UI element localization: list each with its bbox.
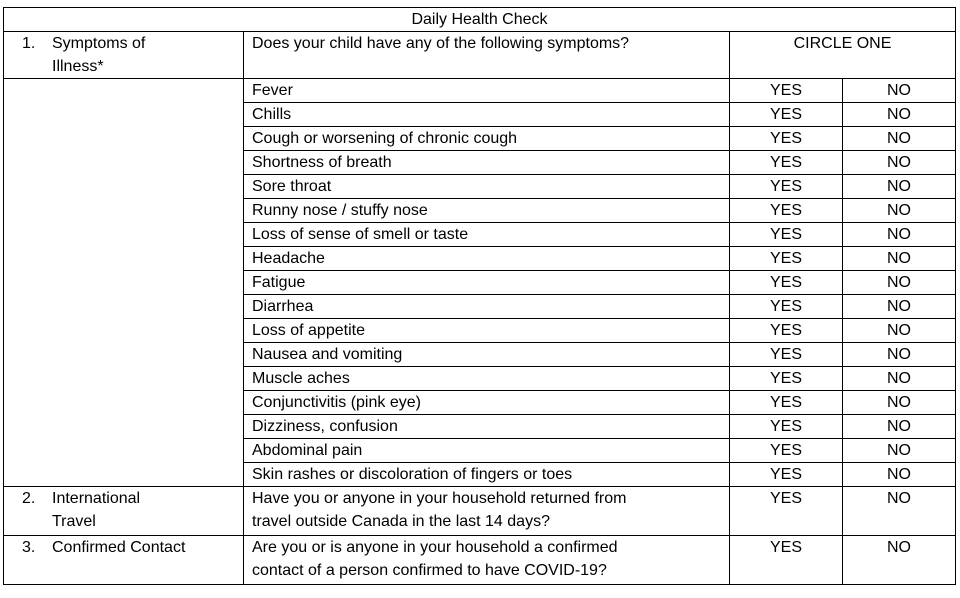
yes-option[interactable]: YES <box>730 439 843 463</box>
no-option[interactable]: NO <box>843 175 956 199</box>
daily-health-check-form <box>3 7 956 585</box>
yes-option[interactable]: YES <box>730 151 843 175</box>
yes-option[interactable]: YES <box>730 367 843 391</box>
section-3-row-label <box>4 536 244 585</box>
no-option[interactable]: NO <box>843 536 956 585</box>
symptom-name: Fatigue <box>244 271 730 295</box>
no-option[interactable]: NO <box>843 127 956 151</box>
no-option[interactable]: NO <box>843 343 956 367</box>
no-option[interactable]: NO <box>843 487 956 536</box>
yes-option[interactable]: YES <box>730 415 843 439</box>
no-option[interactable]: NO <box>843 415 956 439</box>
yes-option[interactable]: YES <box>730 247 843 271</box>
yes-option[interactable]: YES <box>730 79 843 103</box>
section-1-header-row <box>4 32 956 79</box>
section-1-label-line2: Illness* <box>52 58 104 75</box>
symptom-name: Loss of sense of smell or taste <box>244 223 730 247</box>
symptom-name: Muscle aches <box>244 367 730 391</box>
yes-option[interactable]: YES <box>730 199 843 223</box>
section-2-row-label <box>4 487 244 536</box>
yes-option[interactable]: YES <box>730 463 843 487</box>
no-option[interactable]: NO <box>843 103 956 127</box>
section-1-label-line1: Symptoms of <box>52 35 146 52</box>
section-3-row-question-line1: Are you or is anyone in your household a confirmed <box>252 539 618 556</box>
symptom-name: Sore throat <box>244 175 730 199</box>
no-option[interactable]: NO <box>843 295 956 319</box>
section-3-row <box>4 536 956 585</box>
symptom-name: Loss of appetite <box>244 319 730 343</box>
symptom-name: Runny nose / stuffy nose <box>244 199 730 223</box>
yes-option[interactable]: YES <box>730 103 843 127</box>
no-option[interactable]: NO <box>843 199 956 223</box>
symptom-name: Cough or worsening of chronic cough <box>244 127 730 151</box>
no-option[interactable]: NO <box>843 79 956 103</box>
no-option[interactable]: NO <box>843 151 956 175</box>
symptom-row <box>4 79 956 103</box>
symptom-name: Headache <box>244 247 730 271</box>
symptom-name: Chills <box>244 103 730 127</box>
symptom-name: Dizziness, confusion <box>244 415 730 439</box>
symptom-name: Fever <box>244 79 730 103</box>
section-1-spacer-cell <box>4 79 244 487</box>
no-option[interactable]: NO <box>843 247 956 271</box>
yes-option[interactable]: YES <box>730 343 843 367</box>
symptom-name: Diarrhea <box>244 295 730 319</box>
section-1-question: Does your child have any of the following symptoms? <box>244 32 730 79</box>
section-2-row-question-line2: travel outside Canada in the last 14 days? <box>252 513 550 530</box>
no-option[interactable]: NO <box>843 391 956 415</box>
section-1-number: 1. <box>22 35 36 52</box>
section-3-row-number: 3. <box>22 539 36 556</box>
yes-option[interactable]: YES <box>730 127 843 151</box>
form-title: Daily Health Check <box>4 8 956 32</box>
section-2-row-question-line1: Have you or anyone in your household returned from <box>252 490 627 507</box>
yes-option[interactable]: YES <box>730 319 843 343</box>
no-option[interactable]: NO <box>843 319 956 343</box>
symptom-name: Skin rashes or discoloration of fingers or toes <box>244 463 730 487</box>
no-option[interactable]: NO <box>843 439 956 463</box>
no-option[interactable]: NO <box>843 367 956 391</box>
circle-one-header: CIRCLE ONE <box>730 32 956 79</box>
yes-option[interactable]: YES <box>730 536 843 585</box>
yes-option[interactable]: YES <box>730 175 843 199</box>
section-2-row-label-line2: Travel <box>52 513 96 530</box>
section-3-row-question <box>244 536 730 585</box>
no-option[interactable]: NO <box>843 463 956 487</box>
yes-option[interactable]: YES <box>730 295 843 319</box>
yes-option[interactable]: YES <box>730 223 843 247</box>
section-2-row-label-line1: International <box>52 490 141 507</box>
symptom-name: Conjunctivitis (pink eye) <box>244 391 730 415</box>
section-1-label <box>4 32 244 79</box>
symptom-name: Abdominal pain <box>244 439 730 463</box>
section-2-row-number: 2. <box>22 490 36 507</box>
section-2-row <box>4 487 956 536</box>
section-3-row-label-line1: Confirmed Contact <box>52 539 186 556</box>
section-3-row-question-line2: contact of a person confirmed to have COVID-19? <box>252 562 607 579</box>
no-option[interactable]: NO <box>843 271 956 295</box>
yes-option[interactable]: YES <box>730 391 843 415</box>
title-row <box>4 8 956 32</box>
symptom-name: Shortness of breath <box>244 151 730 175</box>
section-2-row-question <box>244 487 730 536</box>
no-option[interactable]: NO <box>843 223 956 247</box>
yes-option[interactable]: YES <box>730 487 843 536</box>
yes-option[interactable]: YES <box>730 271 843 295</box>
symptom-name: Nausea and vomiting <box>244 343 730 367</box>
